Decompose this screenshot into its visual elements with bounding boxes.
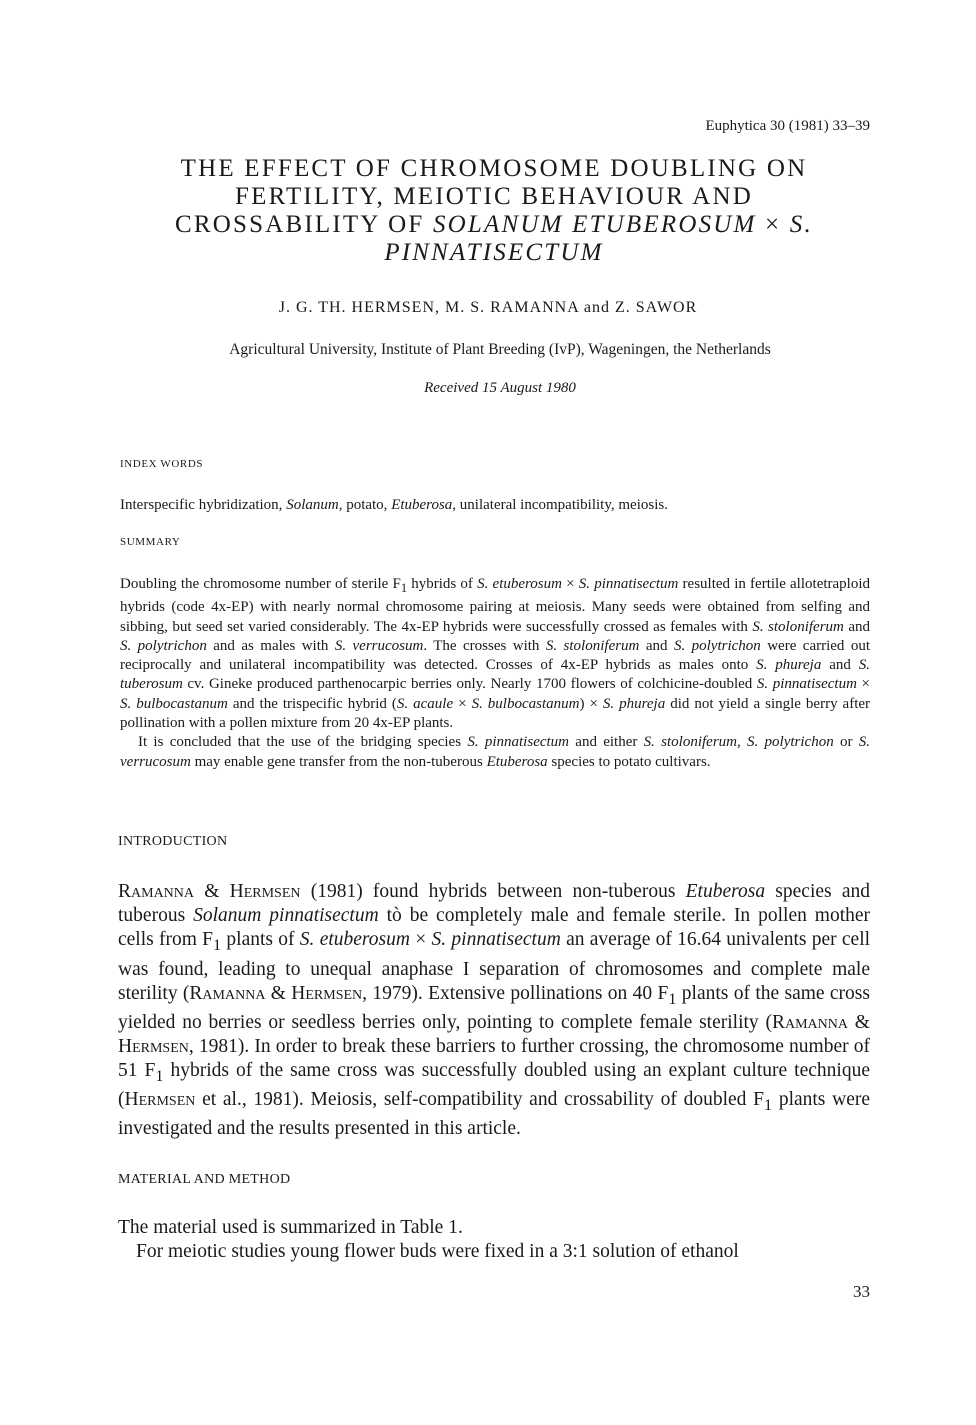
introduction-heading: INTRODUCTION xyxy=(118,834,228,849)
index-words-heading: INDEX WORDS xyxy=(120,458,204,470)
title-line: FERTILITY, MEIOTIC BEHAVIOUR AND xyxy=(235,183,753,210)
title-species: S. xyxy=(789,211,813,238)
introduction-text: Ramanna & Hermsen (1981) found hybrids between non-tuberous Etuberosa species and tuberous Solanum pinnatisectum tò be completely male and female sterile. In pollen mother cells from $F_1$ plants of S. etuberosum × S. pinnatisectum an average of 16.64 univalents per cell was found, leading to unequal anaphase I separation of chromosomes and complete male sterility (Ramanna & Hermsen, 1979). Extensive pollinations on 40 $F_1$ plants of the same cross yielded no berries or seedless berries only, pointing to complete female sterility (Ramanna & Hermsen, 1981). In order to break these barriers to further crossing, the chromosome number of 51 $F_1$ hybrids of the same cross was successfully doubled using an explant culture technique (Hermsen et al., 1981). Meiosis, self-compatibility and crossability of doubled $F_1$ plants were investigated and the results presented in this article. xyxy=(118,881,871,1140)
material-paragraph-1: The material used is summarized in Table 1. xyxy=(118,1217,463,1238)
title-line: THE EFFECT OF CHROMOSOME DOUBLING ON xyxy=(180,155,808,182)
page-number: 33 xyxy=(853,1282,870,1301)
title-line xyxy=(118,211,870,239)
received-date: Received 15 August 1980 xyxy=(424,380,576,396)
article-title xyxy=(118,155,870,267)
summary-paragraph-2: It is concluded that the use of the bridging species S. pinnatisectum and either S. stoloniferum, S. polytrichon or S. verrucosum may enable gene transfer from the non-tuberous Etuberosa species to potato cultivars. xyxy=(120,734,870,770)
title-text: × xyxy=(756,211,790,238)
summary-text xyxy=(120,575,870,772)
journal-citation: Euphytica 30 (1981) 33–39 xyxy=(705,118,870,134)
title-text: CROSSABILITY OF xyxy=(175,211,433,238)
affiliation: Agricultural University, Institute of Plant Breeding (IvP), Wageningen, the Netherlands xyxy=(229,341,771,358)
title-species: PINNATISECTUM xyxy=(384,239,604,266)
material-method-heading: MATERIAL AND METHOD xyxy=(118,1172,291,1187)
material-paragraph-2: For meiotic studies young flower buds were fixed in a 3:1 solution of ethanol xyxy=(136,1241,739,1263)
authors: J. G. TH. HERMSEN, M. S. RAMANNA and Z. SAWOR xyxy=(278,299,698,316)
title-species: SOLANUM ETUBEROSUM xyxy=(432,211,757,238)
summary-heading: SUMMARY xyxy=(120,536,181,548)
index-words-text: Interspecific hybridization, Solanum, potato, Etuberosa, unilateral incompatibility, meiosis. xyxy=(120,497,668,513)
title-line xyxy=(118,239,870,267)
summary-paragraph-1: Doubling the chromosome number of sterile $F_1$ hybrids of S. etuberosum × S. pinnatisectum resulted in fertile allotetraploid hybrids (code 4x-EP) with nearly normal chromosome pairing at meiosis. Many seeds were obtained from selfing and sibbing, but seed set varied considerably. The 4x-EP hybrids were successfully crossed as females with S. stoloniferum and S. polytrichon and as males with S. verrucosum. The crosses with S. stoloniferum and S. polytrichon were carried out reciprocally and unilateral incompatibility was detected. Crosses of 4x-EP hybrids as males onto S. phureja and S. tuberosum cv. Gineke produced parthenocarpic berries only. Nearly 1700 flowers of colchicine-doubled S. pinnatisectum × S. bulbocastanum and the trispecific hybrid (S. acaule × S. bulbocastanum) × S. phureja did not yield a single berry after pollination with a pollen mixture from 20 4x-EP plants. xyxy=(120,576,871,732)
material-method-text xyxy=(118,1216,870,1264)
